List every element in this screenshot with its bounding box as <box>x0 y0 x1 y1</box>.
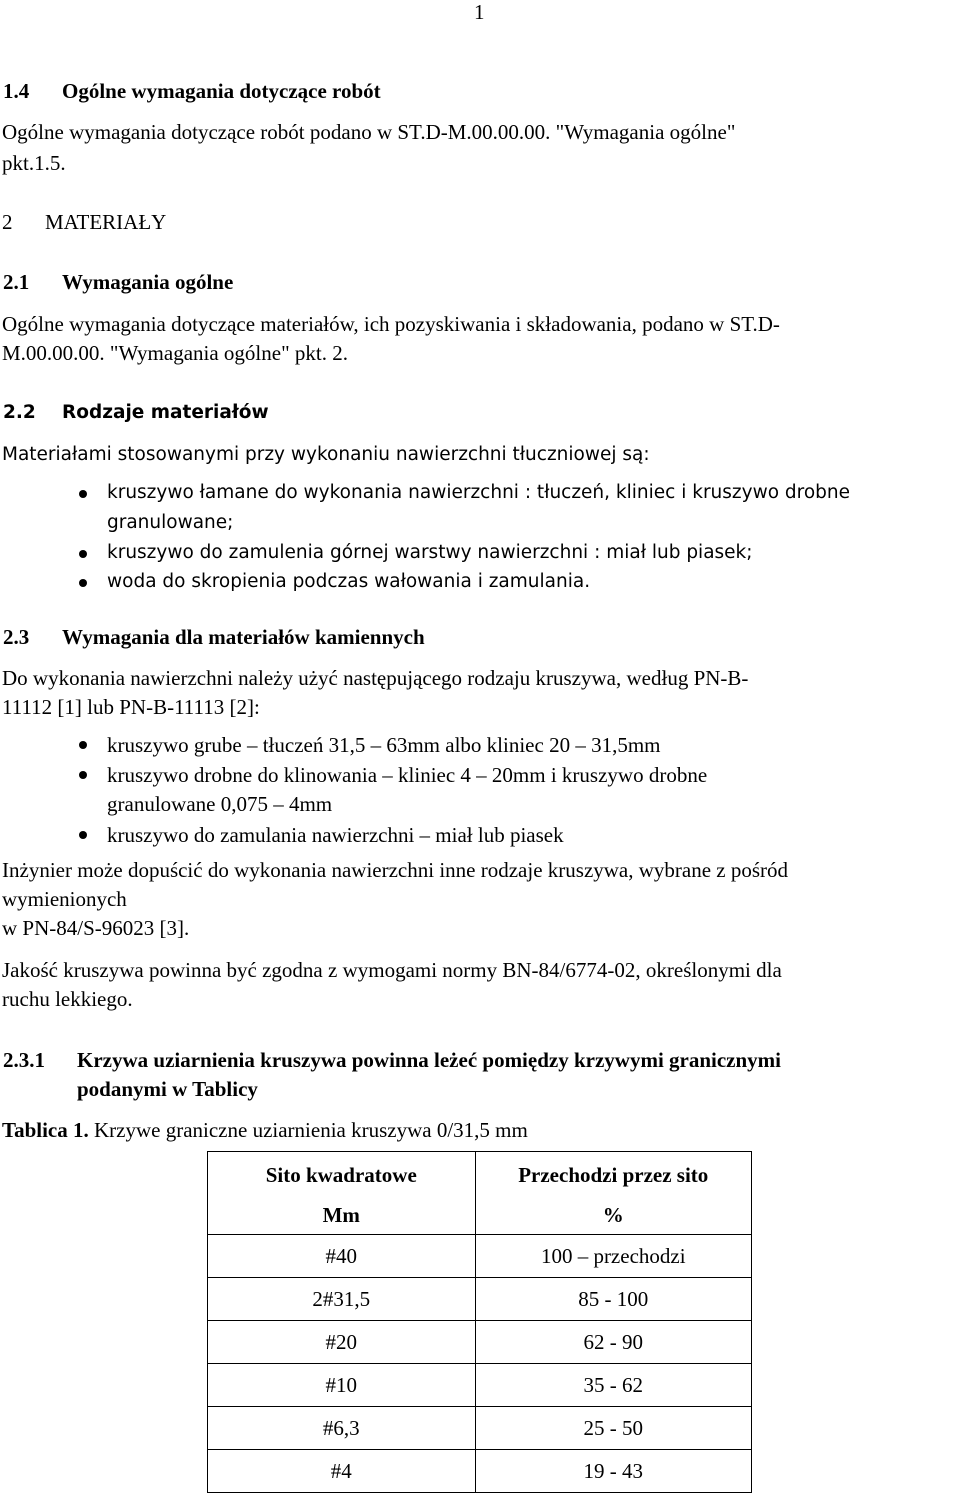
sieve-cell: #6,3 <box>208 1407 476 1450</box>
section-1-4-number: 1.4 <box>3 79 30 103</box>
table-row <box>208 1278 752 1321</box>
bullet-icon <box>79 831 87 839</box>
table-row <box>208 1407 752 1450</box>
passing-cell: 62 - 90 <box>475 1321 751 1364</box>
material-item-2: kruszywo do zamulenia górnej warstwy nawierzchni : miał lub piasek; <box>107 542 753 563</box>
material-item-1-line1: kruszywo łamane do wykonania nawierzchni : tłuczeń, kliniec i kruszywo drobne <box>107 482 851 503</box>
column-header-passing: Przechodzi przez sito <box>475 1152 751 1197</box>
table-row <box>208 1321 752 1364</box>
table-caption: Tablica 1. Krzywe graniczne uziarnienia kruszywa 0/31,5 mm <box>2 1118 528 1142</box>
column-header-passing-unit: % <box>475 1196 751 1235</box>
section-1-4-body-line2: pkt.1.5. <box>2 151 66 175</box>
column-header-sieve-unit: Mm <box>208 1196 476 1235</box>
section-1-4-title: Ogólne wymagania dotyczące robót <box>62 79 381 103</box>
passing-cell: 85 - 100 <box>475 1278 751 1321</box>
section-2-3-intro-line2: 11112 [1] lub PN-B-11113 [2]: <box>2 695 260 719</box>
section-2-3-1-number: 2.3.1 <box>3 1048 45 1072</box>
bullet-icon <box>79 579 87 587</box>
passing-cell: 35 - 62 <box>475 1364 751 1407</box>
passing-cell: 100 – przechodzi <box>475 1235 751 1278</box>
page-number: 1 <box>474 0 485 24</box>
section-1-4-body-line1: Ogólne wymagania dotyczące robót podano w ST.D-M.00.00.00. "Wymagania ogólne" <box>2 120 736 144</box>
aggregate-item-2-line2: granulowane 0,075 – 4mm <box>107 792 333 816</box>
table-row <box>208 1364 752 1407</box>
grading-table <box>207 1151 752 1493</box>
engineer-note-line2: wymienionych <box>2 887 127 911</box>
section-2-1-number: 2.1 <box>3 270 30 294</box>
aggregate-item-3: kruszywo do zamulania nawierzchni – miał lub piasek <box>107 823 564 847</box>
engineer-note-line1: Inżynier może dopuścić do wykonania nawierzchni inne rodzaje kruszywa, wybrane z pośród <box>2 858 789 882</box>
bullet-icon <box>79 741 87 749</box>
bullet-icon <box>79 550 87 558</box>
sieve-cell: #10 <box>208 1364 476 1407</box>
passing-cell: 25 - 50 <box>475 1407 751 1450</box>
aggregate-item-2-line1: kruszywo drobne do klinowania – kliniec 4 – 20mm i kruszywo drobne <box>107 763 708 787</box>
section-2-1-body-line1: Ogólne wymagania dotyczące materiałów, ich pozyskiwania i składowania, podano w ST.D- <box>2 312 780 336</box>
sieve-cell: 2#31,5 <box>208 1278 476 1321</box>
engineer-note-line3: w PN-84/S-96023 [3]. <box>2 916 190 940</box>
table-header-row-units <box>208 1196 752 1235</box>
material-item-1-line2: granulowane; <box>107 512 234 533</box>
section-2-2-title: Rodzaje materiałów <box>62 402 269 423</box>
sieve-cell: #20 <box>208 1321 476 1364</box>
quality-note-line1: Jakość kruszywa powinna być zgodna z wymogami normy BN-84/6774-02, określonymi dla <box>2 958 782 982</box>
bullet-icon <box>79 490 87 498</box>
table-row <box>208 1235 752 1278</box>
table-row <box>208 1450 752 1493</box>
section-2-title: MATERIAŁY <box>45 210 167 234</box>
sieve-cell: #40 <box>208 1235 476 1278</box>
section-2-number: 2 <box>2 210 13 234</box>
section-2-2-intro: Materiałami stosowanymi przy wykonaniu nawierzchni tłuczniowej są: <box>2 444 650 465</box>
aggregate-item-1: kruszywo grube – tłuczeń 31,5 – 63mm albo kliniec 20 – 31,5mm <box>107 733 661 757</box>
material-item-3: woda do skropienia podczas wałowania i zamulania. <box>107 571 591 592</box>
section-2-3-intro-line1: Do wykonania nawierzchni należy użyć następującego rodzaju kruszywa, według PN-B- <box>2 666 749 690</box>
section-2-3-1-title-line2: podanymi w Tablicy <box>77 1077 258 1101</box>
sieve-cell: #4 <box>208 1450 476 1493</box>
passing-cell: 19 - 43 <box>475 1450 751 1493</box>
bullet-icon <box>79 771 87 779</box>
section-2-3-title: Wymagania dla materiałów kamiennych <box>62 625 425 649</box>
table-header-row <box>208 1152 752 1197</box>
section-2-3-number: 2.3 <box>3 625 30 649</box>
section-2-2-number: 2.2 <box>3 402 36 423</box>
section-2-3-1-title-line1: Krzywa uziarnienia kruszywa powinna leżeć pomiędzy krzywymi granicznymi <box>77 1048 782 1072</box>
quality-note-line2: ruchu lekkiego. <box>2 987 133 1011</box>
section-2-1-body-line2: M.00.00.00. "Wymagania ogólne" pkt. 2. <box>2 341 348 365</box>
column-header-sieve: Sito kwadratowe <box>208 1152 476 1197</box>
section-2-1-title: Wymagania ogólne <box>62 270 234 294</box>
